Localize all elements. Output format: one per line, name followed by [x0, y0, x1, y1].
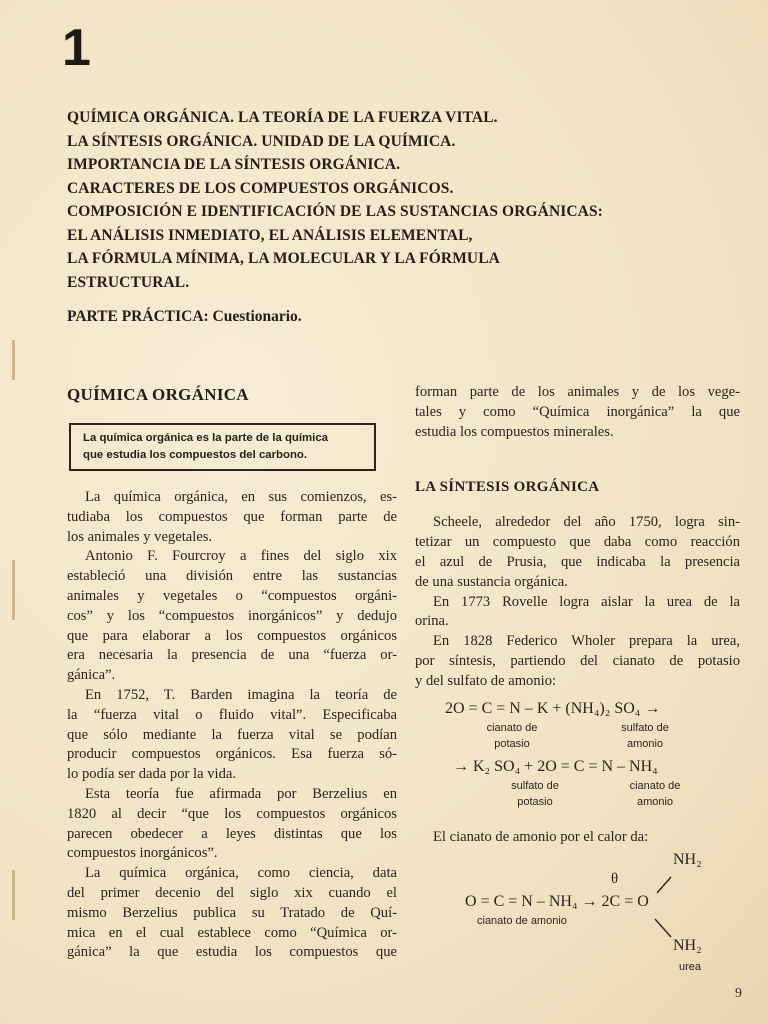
equation-line: → K₂ SO₄ + 2O = C = N – NH₄ [453, 757, 658, 775]
summary-line: QUÍMICA ORGÁNICA. LA TEORÍA DE LA FUERZA VITAL. [67, 109, 498, 126]
caption-line: potasio [517, 795, 553, 808]
caption-line: cianato de [629, 779, 681, 792]
text-line: y del sulfato de amonio: [415, 672, 557, 689]
formula-main: O = C = N – NH₄ → 2C = O [465, 893, 649, 911]
text-line: La química orgánica, en sus comienzos, es- [85, 489, 397, 505]
chemical-equation [415, 700, 740, 818]
summary-line: CARACTERES DE LOS COMPUESTOS ORGÁNICOS. [67, 179, 454, 197]
summary-line: COMPOSICIÓN E IDENTIFICACIÓN DE LAS SUSTANCIAS ORGÁNICAS: [67, 203, 603, 220]
chapter-number: 1 [62, 19, 91, 77]
definition-box [69, 423, 376, 471]
text-line: cos” y los “compuestos inorgánicos” y dedujo [67, 607, 397, 624]
equation-caption [467, 720, 557, 752]
caption-line: sulfato de [621, 721, 669, 734]
paragraph [67, 785, 397, 864]
text-line: En 1828 Federico Wholer prepara la urea, [433, 633, 740, 650]
section-heading: QUÍMICA ORGÁNICA [67, 385, 249, 404]
text-line: mica en el cual establece como “Química or- [67, 924, 397, 941]
equation-caption: cianato de amonio [477, 915, 567, 928]
equation-caption [495, 778, 575, 810]
text-line: tudiaba los compuestos que forman parte de [67, 508, 397, 525]
paragraph [67, 547, 397, 686]
summary-line: EL ANÁLISIS INMEDIATO, EL ANÁLISIS ELEMENTAL, [67, 226, 473, 244]
text-line: tales y como “Química inorgánica” la que [415, 403, 740, 420]
text-line: de una sustancia orgánica. [415, 573, 568, 590]
formula-nh2-bottom: NH₂ [673, 937, 702, 955]
page-edge-mark [12, 560, 15, 620]
text-line: estableció una división entre las sustancias [67, 568, 397, 585]
text-line: parecen obedecer a leyes distintas que los [67, 825, 397, 842]
caption-line: amonio [626, 737, 664, 750]
text-line: forman parte de los animales y de los vege- [415, 384, 740, 400]
text-line: Esta teoría fue afirmada por Berzelius en [85, 785, 397, 802]
text-line: era necesaria la presencia de una “fuerza or- [67, 647, 397, 664]
caption-line: sulfato de [511, 779, 559, 792]
definition-line: que estudia los compuestos del carbono. [83, 449, 308, 461]
text-line: por síntesis, partiendo del cianato de potasio [415, 652, 740, 669]
text-line: El cianato de amonio por el calor da: [433, 828, 649, 845]
text-line: la “fuerza vital o fluido vital”. Especificaba [67, 706, 397, 723]
text-line: En 1752, T. Barden imagina la teoría de [85, 686, 397, 703]
paragraph [415, 593, 740, 633]
paragraph [415, 828, 740, 848]
definition-line: La química orgánica es la parte de la química [83, 432, 328, 444]
paragraph [415, 513, 740, 592]
text-line: gánica”. [67, 667, 116, 684]
paragraph [415, 632, 740, 691]
text-line: tetizar un compuesto que daba como reacción [415, 534, 740, 551]
paragraph [415, 383, 740, 442]
page-edge-mark [12, 340, 15, 380]
text-line: del primer decenio del siglo xix cuando el [67, 884, 397, 901]
paragraph [67, 864, 397, 963]
caption-line: cianato de [486, 721, 538, 734]
text-line: En 1773 Rovelle logra aislar la urea de la [433, 593, 740, 610]
theta-symbol: θ [611, 871, 619, 888]
equation-line: 2O = C = N – K + (NH₄)₂ SO₄ → [445, 699, 661, 717]
equation-caption: urea [679, 961, 702, 974]
formula-nh2-top: NH₂ [673, 851, 702, 869]
text-line: mismo Berzelius publica su Tratado de Quí- [67, 904, 397, 921]
summary-line: IMPORTANCIA DE LA SÍNTESIS ORGÁNICA. [67, 156, 401, 173]
section-heading: LA SÍNTESIS ORGÁNICA [415, 479, 600, 496]
text-line: La química orgánica, como ciencia, data [85, 865, 397, 882]
left-column [67, 385, 397, 963]
equation-caption [615, 778, 695, 810]
text-line: los animales y vegetales. [67, 528, 213, 545]
chapter-summary [67, 106, 707, 294]
text-line: producir compuestos orgánicos. Esa fuerza só- [67, 746, 397, 763]
paragraph [67, 488, 397, 547]
caption-line: amonio [636, 795, 674, 808]
equation-caption [600, 720, 690, 752]
urea-structure [415, 849, 740, 979]
caption-line: potasio [494, 737, 530, 750]
text-line: el azul de Prusia, que indicaba la presencia [415, 553, 740, 570]
bond-line-down [655, 919, 671, 937]
text-line: estudia los compuestos minerales. [415, 423, 614, 440]
summary-line: LA FÓRMULA MÍNIMA, LA MOLECULAR Y LA FÓRMULA [67, 250, 500, 267]
bond-line-up [657, 877, 671, 893]
page-number: 9 [735, 986, 742, 1001]
text-line: orina. [415, 613, 449, 630]
text-line: Scheele, alrededor del año 1750, logra sin- [433, 514, 740, 531]
text-line: lo podía ser dada por la vida. [67, 766, 236, 783]
text-line: que sólo mediante la fuerza vital se podían [67, 726, 397, 743]
summary-line: ESTRUCTURAL. [67, 273, 190, 291]
paragraph [67, 686, 397, 785]
parte-practica: PARTE PRÁCTICA: Cuestionario. [67, 308, 302, 325]
text-line: compuestos inorgánicos”. [67, 845, 218, 862]
page-edge-mark [12, 870, 15, 920]
text-line: animales y vegetales o “compuestos orgáni- [67, 587, 397, 604]
summary-line: LA SÍNTESIS ORGÁNICA. UNIDAD DE LA QUÍMICA. [67, 132, 456, 150]
text-line: Antonio F. Fourcroy a fines del siglo xix [85, 548, 397, 565]
text-line: gánica” la que estudia los compuestos que [67, 944, 397, 961]
text-line: que para elaborar a los compuestos orgánicos [67, 627, 397, 644]
right-column [415, 383, 740, 979]
text-line: 1820 al decir “que los compuestos orgánicos [67, 805, 397, 822]
